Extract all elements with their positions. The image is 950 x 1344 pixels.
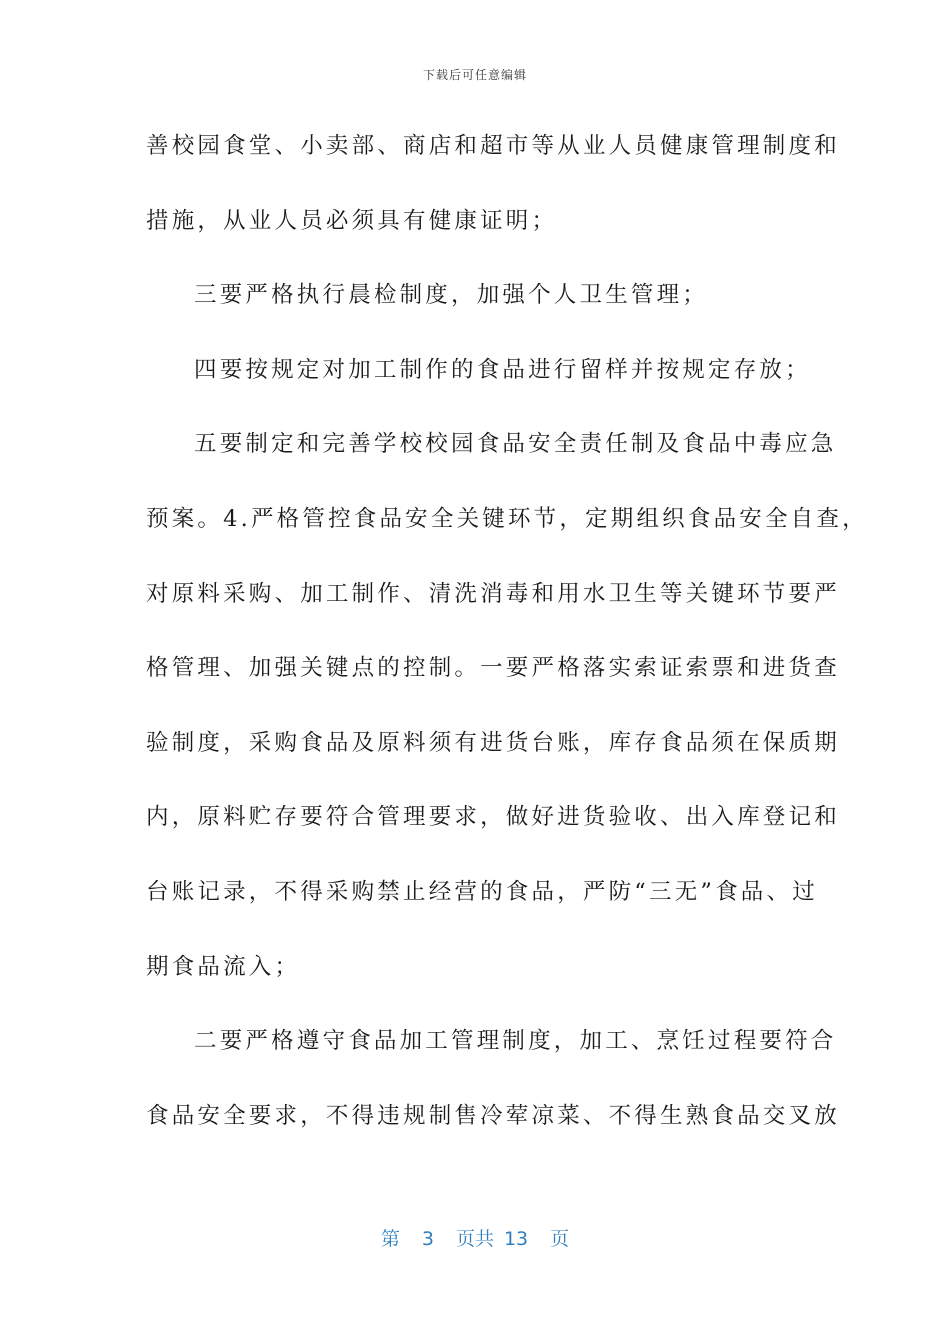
body-line: 二要严格遵守食品加工管理制度，加工、烹饪过程要符合: [194, 1028, 837, 1055]
body-line: 四要按规定对加工制作的食品进行留样并按规定存放；: [194, 356, 811, 383]
body-line: 对原料采购、加工制作、清洗消毒和用水卫生等关键环节要严: [146, 580, 840, 607]
body-line: 三要严格执行晨检制度，加强个人卫生管理；: [194, 282, 709, 309]
page-header: 下载后可任意编辑: [422, 68, 527, 82]
current-page-number: 3: [421, 1228, 434, 1250]
body-line: 预案。4.严格管控食品安全关键环节，定期组织食品安全自查，: [146, 505, 868, 532]
body-line: 食品安全要求，不得违规制售冷荤凉菜、不得生熟食品交叉放: [146, 1102, 840, 1129]
footer-suffix: 页: [550, 1228, 570, 1250]
body-line: 五要制定和完善学校校园食品安全责任制及食品中毒应急: [194, 431, 837, 458]
body-line: 内，原料贮存要符合管理要求，做好进货验收、出入库登记和: [146, 804, 840, 831]
footer-prefix: 第: [380, 1228, 400, 1250]
total-pages-number: 13: [503, 1228, 529, 1250]
page-number-footer: [0, 1224, 950, 1251]
body-line: 格管理、加强关键点的控制。一要严格落实索证索票和进货查: [146, 655, 840, 682]
body-line: 验制度，采购食品及原料须有进货台账，库存食品须在保质期: [146, 729, 840, 756]
body-line: 善校园食堂、小卖部、商店和超市等从业人员健康管理制度和: [146, 133, 840, 159]
body-line: 台账记录，不得采购禁止经营的食品，严防“三无”食品、过: [146, 878, 818, 905]
document-body: [146, 126, 868, 1170]
body-line: 措施，从业人员必须具有健康证明；: [146, 207, 558, 234]
footer-middle: 页共: [455, 1228, 494, 1250]
body-line: 期食品流入；: [146, 953, 301, 980]
